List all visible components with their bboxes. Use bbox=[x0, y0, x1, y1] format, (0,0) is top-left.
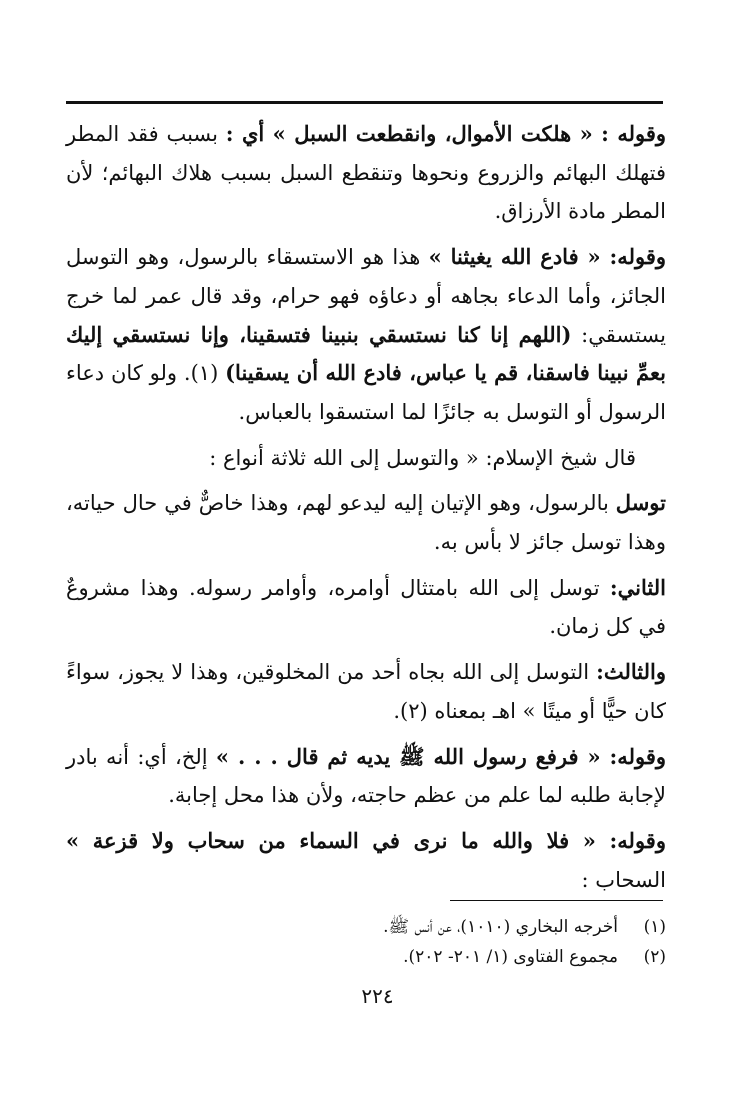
paragraph bbox=[66, 738, 666, 815]
page-number: ٢٢٤ bbox=[361, 984, 394, 1008]
quote-lead: والثالث: bbox=[596, 659, 666, 685]
footnote-number: (٢) bbox=[643, 947, 666, 967]
footnote bbox=[66, 912, 666, 942]
paragraph bbox=[66, 653, 666, 730]
paragraph-text: السحاب : bbox=[581, 867, 666, 892]
paragraph-text: (١). ولو كان دعاء الرسول أو التوسل به جائزًا لما استسقوا بالعباس. bbox=[66, 361, 666, 424]
paragraph-text: بالرسول، وهو الإتيان إليه ليدعو لهم، وهذا خاصٌّ في حال حياته، وهذا توسل جائز لا بأس به. bbox=[66, 491, 666, 555]
quote-lead: وقوله: « فادع الله يغيثنا » bbox=[428, 244, 666, 270]
main-text bbox=[66, 115, 666, 899]
paragraph-text: إلخ، أي: أنه بادر لإجابة طلبه لما علم من عظم حاجته، ولأن هذا محل إجابة. bbox=[66, 744, 666, 808]
paragraph-text: بسبب فقد المطر فتهلك البهائم والزروع ونحوها وتنقطع السبل بسبب هلاك البهائم؛ لأن المطر مادة الأرزاق. bbox=[66, 122, 666, 224]
paragraph bbox=[66, 238, 666, 432]
paragraph-text: هذا هو الاستسقاء بالرسول، وهو التوسل الجائز، وأما الدعاء بجاهه أو دعاؤه فهو حرام، وقد قال عمر لما خرج يستسقي: bbox=[66, 245, 666, 347]
paragraph bbox=[66, 439, 666, 478]
paragraph-text: التوسل إلى الله بجاه أحد من المخلوقين، وهذا لا يجوز، سواءً كان حيًّا أو ميتًا » اهـ بمعناه (٢). bbox=[66, 660, 666, 723]
footnote-number: (١) bbox=[643, 917, 666, 937]
footnote-rule bbox=[450, 900, 663, 901]
paragraph-text: قال شيخ الإسلام: « والتوسل إلى الله ثلاثة أنواع : bbox=[209, 445, 636, 470]
quote-lead: وقوله : « هلكت الأموال، وانقطعت السبل » أي : bbox=[225, 121, 667, 146]
quote-lead: وقوله: « فلا والله ما نرى في السماء من سحاب ولا قزعة » bbox=[66, 827, 666, 853]
quote-lead: الثاني: bbox=[609, 574, 666, 600]
header-rule bbox=[66, 101, 663, 104]
paragraph bbox=[66, 484, 666, 561]
quote-lead: وقوله: « فرفع رسول الله ﷺ يديه ثم قال . . . » bbox=[215, 743, 666, 769]
footnotes bbox=[66, 912, 666, 972]
paragraph-text: توسل إلى الله بامتثال أوامره، وأوامر رسوله. وهذا مشروعٌ في كل زمان. bbox=[66, 575, 666, 639]
footnote-text: أخرجه البخاري (١٠١٠)، عن أنس ﷺ. bbox=[383, 917, 618, 937]
quote-lead: توسل bbox=[615, 490, 666, 516]
footnote-text: مجموع الفتاوى (١/ ٢٠١- ٢٠٢). bbox=[403, 947, 618, 967]
paragraph bbox=[66, 569, 666, 646]
quote-text: (اللهم إنا كنا نستسقي بنبينا فتسقينا، وإنا نستسقي إليك بعمِّ نبينا فاسقنا، قم يا عباس، فادع الله أن يسقينا) bbox=[66, 321, 666, 386]
paragraph bbox=[66, 822, 666, 899]
footnote bbox=[66, 942, 666, 972]
paragraph bbox=[66, 115, 666, 231]
